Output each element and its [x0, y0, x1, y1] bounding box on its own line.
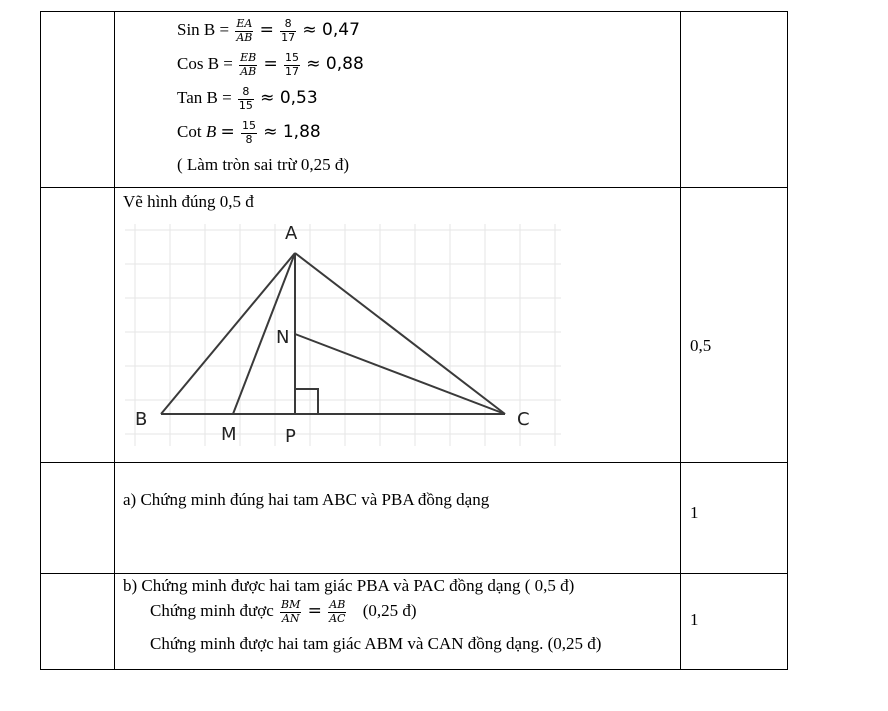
vertex-label-m: M [221, 424, 237, 445]
proof-prefix: Chứng minh được [150, 601, 274, 621]
empty-cell [41, 574, 115, 670]
cot-var: B [205, 122, 217, 142]
empty-cell [41, 188, 115, 463]
frac-num: EA [236, 17, 253, 30]
part-a-cell [115, 463, 681, 574]
frac-num: 15 [285, 51, 300, 64]
part-b-line1: b) Chứng minh được hai tam giác PBA và PAC đồng dạng ( 0,5 đ) [123, 576, 575, 595]
frac-num: EB [240, 51, 257, 64]
tan-label: Tan B = [177, 88, 232, 108]
sin-value: ≈ 0,47 [302, 20, 360, 41]
empty-score-cell [681, 12, 788, 188]
fraction [241, 120, 257, 146]
vertex-label-a: A [285, 223, 298, 244]
frac-den: 17 [285, 64, 300, 78]
answer-table [40, 11, 788, 670]
frac-den: AB [236, 30, 253, 44]
trig-cell [115, 12, 681, 188]
vertex-label-c: C [517, 409, 530, 430]
tan-value: ≈ 0,53 [260, 88, 318, 109]
fraction [280, 599, 301, 625]
cot-label: Cot [177, 122, 202, 142]
part-b-line3: Chứng minh được hai tam giác ABM và CAN đồng dạng. (0,25 đ) [150, 634, 602, 653]
table-row [41, 12, 788, 188]
triangle-figure [115, 218, 575, 458]
frac-num: 8 [238, 86, 254, 100]
empty-cell [41, 463, 115, 574]
cos-line: Cos B = $\frac{EB}{AB}$ = $\frac{15}{17}$ ≈ 0,88 [177, 51, 364, 78]
score-cell [681, 188, 788, 463]
vertex-label-n: N [276, 327, 290, 348]
score-value: 1 [690, 610, 699, 629]
frac-num: BM [281, 598, 301, 611]
fraction [238, 86, 254, 112]
sin-label: Sin B = [177, 20, 230, 40]
rounding-note: ( Làm tròn sai trừ 0,25 đ) [177, 155, 350, 174]
figure-cell [115, 188, 681, 463]
score-value: 0,5 [690, 336, 712, 355]
table-row [41, 574, 788, 670]
frac-num: 8 [280, 18, 296, 32]
frac-den: 17 [281, 30, 296, 44]
sin-line: Sin B = $\frac{EA}{AB}$ = $\frac{8}{17}$ ≈ 0,47 [177, 17, 360, 44]
score-cell [681, 574, 788, 670]
fraction [328, 599, 346, 625]
frac-den: 15 [238, 98, 253, 112]
score-value: 1 [690, 503, 699, 522]
part-b-line2: Chứng minh được $\frac{BM}{AN}$ = $\frac{AB}{AC}$ (0,25 đ) [150, 598, 417, 625]
cot-value: ≈ 1,88 [263, 122, 321, 143]
frac-den: 8 [245, 132, 253, 146]
cos-label: Cos B = [177, 54, 233, 74]
frac-num: 15 [241, 119, 256, 132]
frac-num: AB [329, 598, 346, 611]
table-row [41, 188, 788, 463]
vertex-label-b: B [135, 409, 148, 430]
part-b-cell [115, 574, 681, 670]
fraction [239, 52, 257, 78]
empty-cell [41, 12, 115, 188]
fraction [235, 18, 253, 44]
score-cell [681, 463, 788, 574]
frac-den: AB [240, 64, 257, 78]
frac-den: AC [329, 611, 346, 625]
cos-value: ≈ 0,88 [306, 54, 364, 75]
proof-score: (0,25 đ) [362, 601, 417, 621]
fraction [280, 18, 296, 44]
cot-line [177, 120, 321, 146]
fraction [284, 52, 300, 78]
part-a-text: a) Chứng minh đúng hai tam ABC và PBA đồng dạng [123, 490, 490, 509]
frac-den: AN [281, 611, 300, 625]
tan-line [177, 86, 318, 112]
figure-caption: Vẽ hình đúng 0,5 đ [123, 192, 254, 211]
vertex-label-p: P [285, 426, 296, 447]
equals-sign: = [220, 122, 235, 143]
table-row [41, 463, 788, 574]
